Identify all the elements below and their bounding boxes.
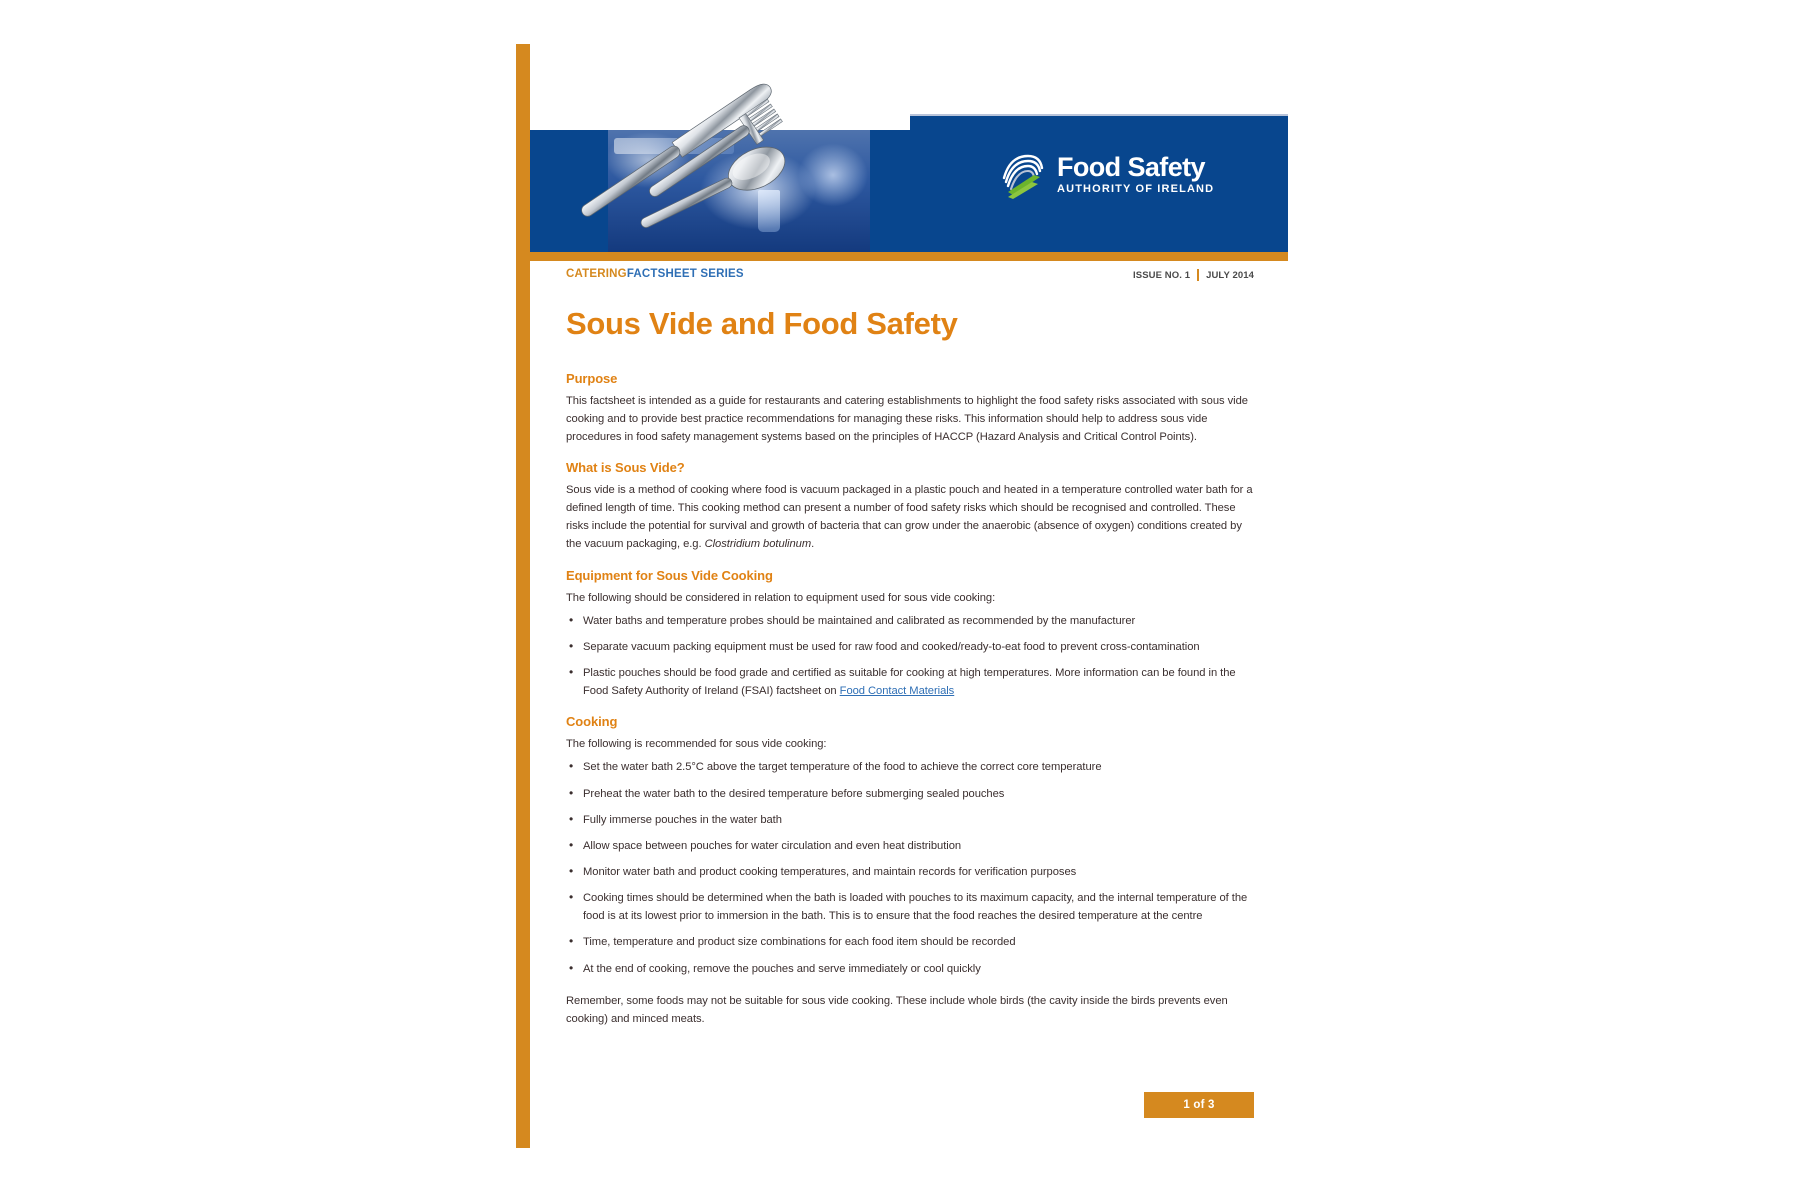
fsai-logo-line1: Food Safety <box>1057 151 1205 182</box>
equipment-intro: The following should be considered in relation to equipment used for sous vide cooking: <box>566 591 996 604</box>
section-heading-equipment: Equipment for Sous Vide Cooking <box>566 567 773 583</box>
list-item: • Separate vacuum packing equipment must be used for raw food and cooked/ready-to-eat food to prevent cross-contamination <box>566 638 1254 656</box>
kicker-row <box>566 268 1254 288</box>
cooking-intro: The following is recommended for sous vide cooking: <box>566 738 827 751</box>
purpose-paragraph: This factsheet is intended as a guide for restaurants and catering establishments to highlight the food safety risks associated with sous vide cooking and to provide best practice recommendations for managing these risks. This information should help to address sous vide procedures in food safety management systems based on the principles of HACCP (Hazard Analysis and Critical Control Points). <box>566 394 1248 443</box>
fsai-logo-line2: AUTHORITY OF IRELAND <box>1057 182 1215 195</box>
equipment-bullet-list <box>566 612 1254 701</box>
list-item: • Monitor water bath and product cooking temperatures, and maintain records for verification purposes <box>566 863 1254 881</box>
cooking-bullet-list <box>566 758 1254 977</box>
list-item: • Time, temperature and product size combinations for each food item should be recorded <box>566 933 1254 951</box>
sous-vide-text-tail: . <box>811 538 815 551</box>
kicker-catering: CATERING <box>566 268 627 280</box>
section-purpose <box>566 371 1254 446</box>
food-contact-materials-link[interactable]: Food Contact Materials <box>839 685 955 698</box>
page-title: Sous Vide and Food Safety <box>566 306 958 341</box>
list-item: • Preheat the water bath to the desired temperature before submerging sealed pouches <box>566 785 1254 803</box>
cutlery-illustration <box>530 44 870 252</box>
section-what-is-sous-vide <box>566 460 1254 554</box>
equipment-link-bullet-lead: Plastic pouches should be food grade and certified as suitable for cooking at high temperatures. More information can be found in the Food Safety Authority of Ireland (FSAI) factsheet on <box>583 666 1236 698</box>
kicker-factsheet-series: FACTSHEET SERIES <box>626 268 744 280</box>
page-number-badge: 1 of 3 <box>1144 1092 1254 1118</box>
cooking-closing-note: Remember, some foods may not be suitable for sous vide cooking. These include whole birds (the cavity inside the birds prevents even cooking) and minced meats. <box>566 994 1228 1025</box>
header-banner <box>530 44 1288 252</box>
factsheet-series-kicker <box>566 268 744 280</box>
list-item: • Water baths and temperature probes should be maintained and calibrated as recommended by the manufacturer <box>566 612 1254 630</box>
list-item: • Set the water bath 2.5°C above the target temperature of the food to achieve the correct core temperature <box>566 758 1254 776</box>
document-content <box>566 268 1254 1111</box>
fsai-logo <box>998 148 1214 200</box>
issue-date: JULY 2014 <box>1206 269 1254 281</box>
list-item <box>566 664 1254 700</box>
section-equipment <box>566 568 1254 701</box>
banner-photograph <box>530 44 870 252</box>
list-item: • Fully immerse pouches in the water bath <box>566 811 1254 829</box>
what-is-sous-vide-paragraph <box>566 481 1254 554</box>
left-orange-spine <box>516 44 530 1148</box>
list-item: • Allow space between pouches for water circulation and even heat distribution <box>566 837 1254 855</box>
issue-separator <box>1197 269 1199 281</box>
section-cooking <box>566 714 1254 1028</box>
issue-number: ISSUE NO. 1 <box>1133 269 1191 281</box>
list-item: • Cooking times should be determined when the bath is loaded with pouches to its maximum capacity, and the internal temperature of the food is at its lowest prior to immersion in the bath. This is to ensure that the food reaches the desired temperature at the centre <box>566 889 1254 925</box>
list-item: • At the end of cooking, remove the pouches and serve immediately or cool quickly <box>566 960 1254 978</box>
banner-bottom-orange-rule <box>516 252 1288 261</box>
sous-vide-species-italic: Clostridium botulinum <box>704 538 812 551</box>
fsai-logo-mark <box>998 148 1046 200</box>
sous-vide-text-lead: Sous vide is a method of cooking where food is vacuum packaged in a plastic pouch and heated in a temperature controlled water bath for a defined length of time. This cooking method can present a number of food safety risks which should be recognised and controlled. These risks include the potential for survival and growth of bacteria that can grow under the anaerobic (absence of oxygen) conditions created by the vacuum packaging, e.g. <box>566 483 1253 551</box>
section-heading-purpose: Purpose <box>566 370 618 386</box>
issue-meta <box>1133 269 1254 281</box>
section-heading-what-is-sous-vide: What is Sous Vide? <box>566 459 685 475</box>
section-heading-cooking: Cooking <box>566 714 618 730</box>
